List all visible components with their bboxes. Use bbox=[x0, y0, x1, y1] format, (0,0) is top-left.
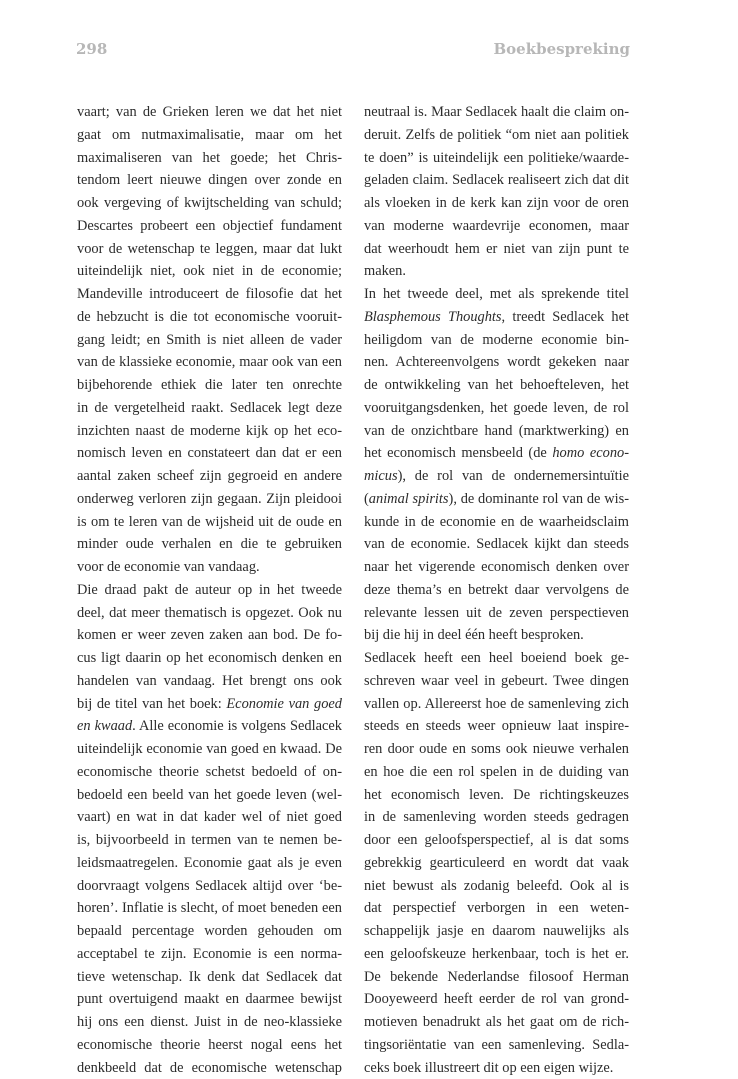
text-line: acceptabel te zijn. Economie is een norma- bbox=[77, 943, 342, 966]
text-line: van de klassieke economie, maar ook van een bbox=[77, 351, 342, 374]
italic-text: animal spirits bbox=[369, 491, 449, 507]
text-line: bij die hij in deel één heeft besproken. bbox=[364, 624, 629, 647]
text-line: De bekende Nederlandse filosoof Herman bbox=[364, 966, 629, 989]
text-line: is om te leren van de wijsheid uit de oude en bbox=[77, 511, 342, 534]
text-line: en hoe die een rol spelen in de duiding van bbox=[364, 761, 629, 784]
text-line: economische theorie schetst bedoeld of on- bbox=[77, 761, 342, 784]
text-line: schreven waar veel in gebeurt. Twee dingen bbox=[364, 670, 629, 693]
text-line: komen er weer zeven zaken aan bod. De fo- bbox=[77, 624, 342, 647]
text-line: van de onzichtbare hand (marktwerking) en bbox=[364, 420, 629, 443]
text-line: cus ligt daarin op het economisch denken en bbox=[77, 647, 342, 670]
text-line bbox=[364, 442, 629, 465]
text-line: horen’. Inflatie is slecht, of moet beneden een bbox=[77, 897, 342, 920]
text-line bbox=[364, 488, 629, 511]
text-line: relevante lessen uit de zeven perspectieven bbox=[364, 602, 629, 625]
text-line: Die draad pakt de auteur op in het tweede bbox=[77, 579, 342, 602]
text-fragment: het economisch mensbeeld (de bbox=[364, 445, 552, 461]
running-head: Boekbespreking bbox=[493, 40, 630, 58]
italic-text: Blasphemous Thoughts bbox=[364, 309, 502, 325]
text-line: voor de wetenschap te leggen, maar dat lukt bbox=[77, 238, 342, 261]
text-line: punt overtuigend maakt en daarmee bewijst bbox=[77, 988, 342, 1011]
text-line: Dooyeweerd heeft eerder de rol van grond- bbox=[364, 988, 629, 1011]
text-line: ren door oude en soms ook nieuwe verhalen bbox=[364, 738, 629, 761]
text-line: maken. bbox=[364, 260, 629, 283]
text-line: inzichten naast de moderne kijk op het eco- bbox=[77, 420, 342, 443]
text-line: aantal zaken scheef zijn gegroeid en andere bbox=[77, 465, 342, 488]
text-line: te doen” is uiteindelijk een politieke/waarde- bbox=[364, 147, 629, 170]
text-line: steeds en steeds weer opnieuw laat inspire- bbox=[364, 715, 629, 738]
italic-text: micus bbox=[364, 468, 398, 484]
text-line: vooruitgangsdenken, het goede leven, de rol bbox=[364, 397, 629, 420]
page-number: 298 bbox=[76, 40, 107, 58]
text-line: naar het vigerende economisch denken over bbox=[364, 556, 629, 579]
text-line: ceks boek illustreert dit op een eigen wijze. bbox=[364, 1057, 629, 1079]
text-line bbox=[364, 465, 629, 488]
text-line: economische theorie heerst nogal eens het bbox=[77, 1034, 342, 1057]
text-line: motieven benadrukt als het gaat om de rich- bbox=[364, 1011, 629, 1034]
text-line: niet bewust als zodanig beleefd. Ook al is bbox=[364, 875, 629, 898]
text-line: vaart; van de Grieken leren we dat het niet bbox=[77, 101, 342, 124]
text-line: door een geloofsperspectief, al is dat soms bbox=[364, 829, 629, 852]
text-line: gang leidt; en Smith is niet alleen de vader bbox=[77, 329, 342, 352]
text-line: uiteindelijk niet, ook niet in de economie; bbox=[77, 260, 342, 283]
text-column-left bbox=[77, 101, 342, 1079]
text-line: Sedlacek heeft een heel boeiend boek ge- bbox=[364, 647, 629, 670]
text-line: is, bijvoorbeeld in termen van te nemen be- bbox=[77, 829, 342, 852]
text-line: van moderne waardevrije economen, maar bbox=[364, 215, 629, 238]
text-line: deel, dat meer thematisch is opgezet. Ook nu bbox=[77, 602, 342, 625]
text-line: tendom leert nieuwe dingen over zonde en bbox=[77, 169, 342, 192]
text-line: In het tweede deel, met als sprekende titel bbox=[364, 283, 629, 306]
text-line: neutraal is. Maar Sedlacek haalt die claim on- bbox=[364, 101, 629, 124]
text-line: leidsmaatregelen. Economie gaat als je even bbox=[77, 852, 342, 875]
text-line: doorvraagt volgens Sedlacek altijd over ‘be- bbox=[77, 875, 342, 898]
text-fragment: ), de dominante rol van de wis- bbox=[449, 491, 629, 507]
text-line: deruit. Zelfs de politiek “om niet aan politiek bbox=[364, 124, 629, 147]
text-line: als vloeken in de kerk kan zijn voor de oren bbox=[364, 192, 629, 215]
text-line: handelen van vandaag. Het brengt ons ook bbox=[77, 670, 342, 693]
text-line: tieve wetenschap. Ik denk dat Sedlacek dat bbox=[77, 966, 342, 989]
text-line: gaat om nutmaximalisatie, maar om het bbox=[77, 124, 342, 147]
text-line bbox=[77, 715, 342, 738]
italic-text: en kwaad bbox=[77, 718, 132, 734]
text-line: uiteindelijk economie van goed en kwaad. De bbox=[77, 738, 342, 761]
text-line bbox=[364, 306, 629, 329]
text-line: bepaald percentage worden gehouden om bbox=[77, 920, 342, 943]
text-line: bedoeld een beeld van het goede leven (wel- bbox=[77, 784, 342, 807]
italic-text: Economie van goed bbox=[226, 696, 342, 712]
text-line: Descartes probeert een objectief fundament bbox=[77, 215, 342, 238]
text-line: heiligdom van de moderne economie bin- bbox=[364, 329, 629, 352]
text-line: geladen claim. Sedlacek realiseert zich dat dit bbox=[364, 169, 629, 192]
text-line: vaart) en wat in dat kader wel of niet goed bbox=[77, 806, 342, 829]
text-line: ook vergeving of kwijtschelding van schuld; bbox=[77, 192, 342, 215]
text-line: tingsoriëntatie van een samenleving. Sedla- bbox=[364, 1034, 629, 1057]
text-line: de ontwikkeling van het behoefteleven, het bbox=[364, 374, 629, 397]
text-line: minder oude verhalen en die te gebruiken bbox=[77, 533, 342, 556]
text-line: Mandeville introduceert de filosofie dat het bbox=[77, 283, 342, 306]
text-line: vallen op. Allereerst hoe de samenleving zich bbox=[364, 693, 629, 716]
text-line: in de vergetelheid raakt. Sedlacek legt deze bbox=[77, 397, 342, 420]
text-fragment: bij de titel van het boek: bbox=[77, 696, 226, 712]
text-line: van de economie. Sedlacek kijkt dan steeds bbox=[364, 533, 629, 556]
text-line bbox=[77, 693, 342, 716]
text-line: voor de economie van vandaag. bbox=[77, 556, 342, 579]
text-line: kunde in de economie en de waarheidsclaim bbox=[364, 511, 629, 534]
text-line: het economisch leven. De richtingskeuzes bbox=[364, 784, 629, 807]
text-line: gebrekkig gearticuleerd en wordt dat vaak bbox=[364, 852, 629, 875]
text-line: deze thema’s en betrekt daar vervolgens de bbox=[364, 579, 629, 602]
text-line: schappelijk jasje en daarom nauwelijks als bbox=[364, 920, 629, 943]
text-fragment: ( bbox=[364, 491, 369, 507]
text-line: de hebzucht is die tot economische vooruit- bbox=[77, 306, 342, 329]
text-fragment: . Alle economie is volgens Sedlacek bbox=[132, 718, 342, 734]
text-line: dat weerhoudt hem er niet van zijn punt te bbox=[364, 238, 629, 261]
text-fragment: ), de rol van de ondernemersintuïtie bbox=[398, 468, 629, 484]
text-line: in de samenleving worden steeds gedragen bbox=[364, 806, 629, 829]
text-line: hij ons een dienst. Juist in de neo-klassieke bbox=[77, 1011, 342, 1034]
text-line: nen. Achtereenvolgens wordt gekeken naar bbox=[364, 351, 629, 374]
text-line: nomisch leven en constateert dan dat er een bbox=[77, 442, 342, 465]
text-line: dat perspectief verborgen in een weten- bbox=[364, 897, 629, 920]
text-line: denkbeeld dat de economische wetenschap bbox=[77, 1057, 342, 1079]
text-line: een geloofskeuze herkenbaar, toch is het er. bbox=[364, 943, 629, 966]
page-header bbox=[76, 40, 630, 64]
text-line: bijbehorende ethiek die later ten onrechte bbox=[77, 374, 342, 397]
text-column-right bbox=[364, 101, 629, 1079]
text-line: onderweg verloren zijn gegaan. Zijn pleidooi bbox=[77, 488, 342, 511]
text-line: maximaliseren van het goede; het Chris- bbox=[77, 147, 342, 170]
text-fragment: , treedt Sedlacek het bbox=[502, 309, 629, 325]
italic-text: homo econo- bbox=[552, 445, 629, 461]
